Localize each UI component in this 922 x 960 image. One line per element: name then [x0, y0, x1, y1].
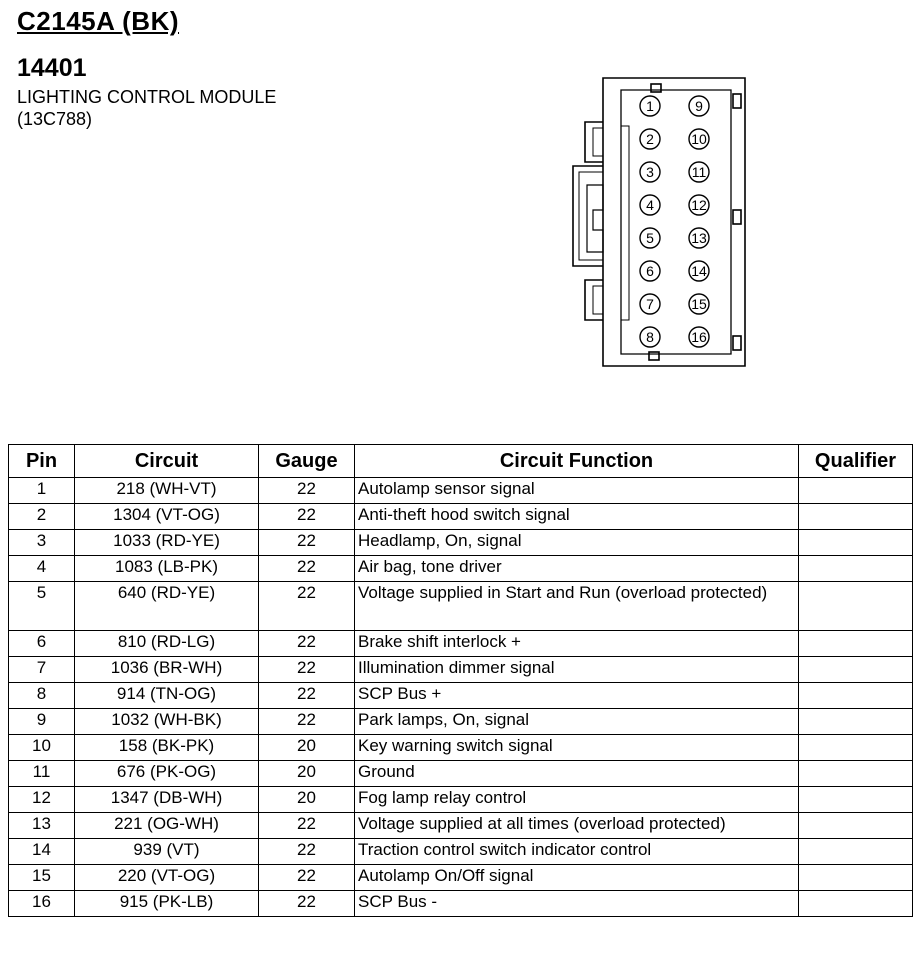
qualifier-cell — [799, 504, 913, 530]
pin-3 — [640, 162, 660, 182]
pin-layer — [640, 96, 709, 347]
circuit-cell: 1347 (DB-WH) — [75, 787, 259, 813]
pin-12 — [689, 195, 709, 215]
pin-cell: 13 — [9, 813, 75, 839]
connector-title: C2145A (BK) — [17, 6, 180, 36]
connector-outline — [603, 78, 745, 366]
table-row — [9, 631, 913, 657]
pin-5 — [640, 228, 660, 248]
function-cell: SCP Bus + — [355, 683, 799, 709]
function-cell: Brake shift interlock + — [355, 631, 799, 657]
table-row — [9, 709, 913, 735]
qualifier-cell — [799, 683, 913, 709]
function-cell: Ground — [355, 761, 799, 787]
table-row — [9, 813, 913, 839]
pin-cell: 12 — [9, 787, 75, 813]
qualifier-cell — [799, 556, 913, 582]
gauge-cell: 22 — [259, 504, 355, 530]
pin-cell: 1 — [9, 478, 75, 504]
pin-label: 13 — [691, 230, 707, 246]
pin-label: 9 — [695, 98, 703, 114]
pin-table — [8, 444, 913, 917]
table-row — [9, 761, 913, 787]
circuit-cell: 220 (VT-OG) — [75, 865, 259, 891]
pin-6 — [640, 261, 660, 281]
pin-label: 7 — [646, 296, 654, 312]
module-name: LIGHTING CONTROL MODULE — [17, 87, 277, 107]
gauge-cell: 22 — [259, 556, 355, 582]
gauge-cell: 22 — [259, 530, 355, 556]
header-pin: Pin — [9, 445, 75, 478]
qualifier-cell — [799, 891, 913, 917]
gauge-cell: 20 — [259, 735, 355, 761]
function-cell: Voltage supplied at all times (overload protected) — [355, 813, 799, 839]
gauge-cell: 22 — [259, 631, 355, 657]
gauge-cell: 22 — [259, 657, 355, 683]
qualifier-cell — [799, 530, 913, 556]
pin-cell: 6 — [9, 631, 75, 657]
header-gauge: Gauge — [259, 445, 355, 478]
connector-cavity — [621, 90, 731, 354]
module-code: (13C788) — [17, 109, 93, 129]
gauge-cell: 22 — [259, 891, 355, 917]
connector-face-diagram — [563, 70, 763, 370]
circuit-cell: 676 (PK-OG) — [75, 761, 259, 787]
function-cell: Anti-theft hood switch signal — [355, 504, 799, 530]
qualifier-cell — [799, 631, 913, 657]
pin-2 — [640, 129, 660, 149]
pin-label: 1 — [646, 98, 654, 114]
pin-8 — [640, 327, 660, 347]
pin-label: 5 — [646, 230, 654, 246]
circuit-cell: 1036 (BR-WH) — [75, 657, 259, 683]
gauge-cell: 22 — [259, 865, 355, 891]
function-cell: SCP Bus - — [355, 891, 799, 917]
gauge-cell: 22 — [259, 709, 355, 735]
qualifier-cell — [799, 478, 913, 504]
header-function: Circuit Function — [355, 445, 799, 478]
function-cell: Voltage supplied in Start and Run (overload protected) — [355, 582, 799, 631]
qualifier-cell — [799, 582, 913, 631]
circuit-cell: 218 (WH-VT) — [75, 478, 259, 504]
pin-1 — [640, 96, 660, 116]
pin-label: 2 — [646, 131, 654, 147]
table-row — [9, 530, 913, 556]
pin-15 — [689, 294, 709, 314]
pin-label: 15 — [691, 296, 707, 312]
qualifier-cell — [799, 813, 913, 839]
pin-cell: 9 — [9, 709, 75, 735]
pin-cell: 11 — [9, 761, 75, 787]
circuit-cell: 914 (TN-OG) — [75, 683, 259, 709]
qualifier-cell — [799, 735, 913, 761]
circuit-cell: 939 (VT) — [75, 839, 259, 865]
circuit-cell: 1304 (VT-OG) — [75, 504, 259, 530]
circuit-cell: 221 (OG-WH) — [75, 813, 259, 839]
circuit-cell: 810 (RD-LG) — [75, 631, 259, 657]
left-latch — [573, 166, 603, 266]
pin-4 — [640, 195, 660, 215]
pin-7 — [640, 294, 660, 314]
pin-cell: 16 — [9, 891, 75, 917]
table-row — [9, 657, 913, 683]
pin-cell: 8 — [9, 683, 75, 709]
header-qualifier: Qualifier — [799, 445, 913, 478]
function-cell: Fog lamp relay control — [355, 787, 799, 813]
pin-cell: 7 — [9, 657, 75, 683]
circuit-cell: 1033 (RD-YE) — [75, 530, 259, 556]
table-row — [9, 504, 913, 530]
gauge-cell: 22 — [259, 839, 355, 865]
pin-cell: 2 — [9, 504, 75, 530]
pin-label: 4 — [646, 197, 654, 213]
function-cell: Park lamps, On, signal — [355, 709, 799, 735]
pin-13 — [689, 228, 709, 248]
gauge-cell: 22 — [259, 478, 355, 504]
circuit-cell: 915 (PK-LB) — [75, 891, 259, 917]
gauge-cell: 22 — [259, 582, 355, 631]
pin-cell: 4 — [9, 556, 75, 582]
table-row — [9, 865, 913, 891]
table-row — [9, 582, 913, 631]
pin-label: 6 — [646, 263, 654, 279]
table-row — [9, 735, 913, 761]
module-description — [17, 86, 276, 130]
pin-label: 3 — [646, 164, 654, 180]
pin-11 — [689, 162, 709, 182]
qualifier-cell — [799, 709, 913, 735]
table-row — [9, 683, 913, 709]
bottom-key — [649, 352, 659, 360]
pin-16 — [689, 327, 709, 347]
table-header-row — [9, 445, 913, 478]
pin-cell: 5 — [9, 582, 75, 631]
pin-label: 11 — [691, 164, 707, 180]
qualifier-cell — [799, 761, 913, 787]
table-row — [9, 839, 913, 865]
function-cell: Illumination dimmer signal — [355, 657, 799, 683]
pin-label: 16 — [691, 329, 707, 345]
pin-10 — [689, 129, 709, 149]
function-cell: Key warning switch signal — [355, 735, 799, 761]
qualifier-cell — [799, 657, 913, 683]
circuit-cell: 640 (RD-YE) — [75, 582, 259, 631]
function-cell: Traction control switch indicator control — [355, 839, 799, 865]
table-row — [9, 787, 913, 813]
function-cell: Air bag, tone driver — [355, 556, 799, 582]
pin-label: 12 — [691, 197, 707, 213]
table-row — [9, 556, 913, 582]
qualifier-cell — [799, 839, 913, 865]
gauge-cell: 22 — [259, 683, 355, 709]
gauge-cell: 20 — [259, 761, 355, 787]
qualifier-cell — [799, 865, 913, 891]
part-number: 14401 — [17, 54, 87, 82]
top-key — [651, 84, 661, 92]
gauge-cell: 20 — [259, 787, 355, 813]
pin-label: 10 — [691, 131, 707, 147]
pin-9 — [689, 96, 709, 116]
circuit-cell: 1032 (WH-BK) — [75, 709, 259, 735]
header-circuit: Circuit — [75, 445, 259, 478]
pin-label: 14 — [691, 263, 707, 279]
function-cell: Autolamp On/Off signal — [355, 865, 799, 891]
pin-cell: 10 — [9, 735, 75, 761]
qualifier-cell — [799, 787, 913, 813]
pin-label: 8 — [646, 329, 654, 345]
function-cell: Autolamp sensor signal — [355, 478, 799, 504]
pin-14 — [689, 261, 709, 281]
pin-cell: 14 — [9, 839, 75, 865]
table-row — [9, 891, 913, 917]
gauge-cell: 22 — [259, 813, 355, 839]
circuit-cell: 1083 (LB-PK) — [75, 556, 259, 582]
circuit-cell: 158 (BK-PK) — [75, 735, 259, 761]
table-row — [9, 478, 913, 504]
function-cell: Headlamp, On, signal — [355, 530, 799, 556]
pin-cell: 15 — [9, 865, 75, 891]
pin-cell: 3 — [9, 530, 75, 556]
